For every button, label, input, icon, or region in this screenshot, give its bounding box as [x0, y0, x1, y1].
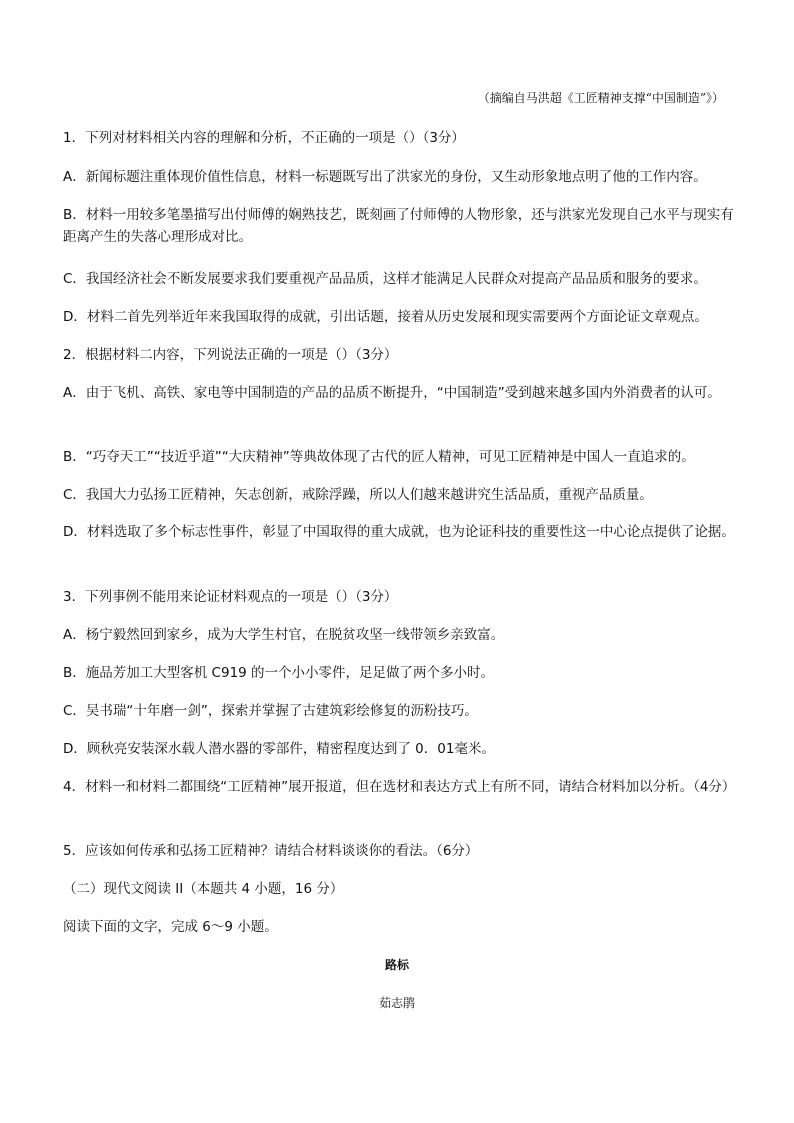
question-3-option-c: C．吴书瑞“十年磨一剑”，探索并掌握了古建筑彩绘修复的沥粉技巧。: [63, 703, 478, 719]
reading-instruction: 阅读下面的文字，完成 6～9 小题。: [63, 919, 278, 935]
question-2-stem: 2．根据材料二内容，下列说法正确的一项是（）（3分）: [63, 347, 398, 363]
story-author: 茹志鹃: [378, 996, 415, 1010]
question-1-option-d: D．材料二首先列举近年来我国取得的成就，引出话题，接着从历史发展和现实需要两个方面论证文章观点。: [63, 309, 708, 325]
question-1-option-c: C．我国经济社会不断发展要求我们要重视产品品质，这样才能满足人民群众对提高产品品质和服务的要求。: [63, 271, 707, 287]
question-2-option-d: D．材料选取了多个标志性事件，彰显了中国取得的重大成就，也为论证科技的重要性这一中心论点提供了论据。: [63, 524, 735, 540]
question-1-option-a: A．新闻标题注重体现价值性信息，材料一标题既写出了洪家光的身份，又生动形象地点明了他的工作内容。: [63, 169, 707, 185]
question-2-option-b: B．“巧夺天工”“技近乎道”“大庆精神”等典故体现了古代的匠人精神，可见工匠精神是中国人一直追求的。: [63, 449, 695, 465]
question-5: 5．应该如何传承和弘扬工匠精神？请结合材料谈谈你的看法。（6分）: [63, 843, 479, 859]
question-3-option-b: B．施品芳加工大型客机 C919 的一个小小零件，足足做了两个多小时。: [63, 665, 495, 681]
story-title: 路标: [384, 958, 409, 972]
question-3-stem: 3．下列事例不能用来论证材料观点的一项是（）（3分）: [63, 589, 398, 605]
question-1-option-b: B．材料一用较多笔墨描写出付师傅的娴熟技艺，既刻画了付师傅的人物形象，还与洪家光发现自己水平与现实有距离产生的失落心理形成对比。: [63, 207, 734, 245]
question-3-option-d: D．顾秋亮安装深水载人潜水器的零部件，精密程度达到了 0．01毫米。: [63, 741, 495, 757]
question-4: 4．材料一和材料二都围绕“工匠精神”展开报道，但在选材和表达方式上有所不同，请结合材料加以分析。（4分）: [63, 779, 736, 795]
section-heading: （二）现代文阅读 II（本题共 4 小题，16 分）: [63, 881, 344, 897]
question-3-option-a: A．杨宁毅然回到家乡，成为大学生村官，在脱贫攻坚一线带领乡亲致富。: [63, 627, 505, 643]
source-note: （摘编自马洪超《工匠精神支撑“中国制造”》）: [477, 91, 724, 105]
question-1-stem: 1．下列对材料相关内容的理解和分析，不正确的一项是（）（3分）: [63, 130, 465, 146]
question-2-option-a: A．由于飞机、高铁、家电等中国制造的产品的品质不断提升，“中国制造”受到越来越多国内外消费者的认可。: [63, 385, 721, 401]
question-2-option-c: C．我国大力弘扬工匠精神，矢志创新，戒除浮躁，所以人们越来越讲究生活品质，重视产品质量。: [63, 487, 653, 503]
